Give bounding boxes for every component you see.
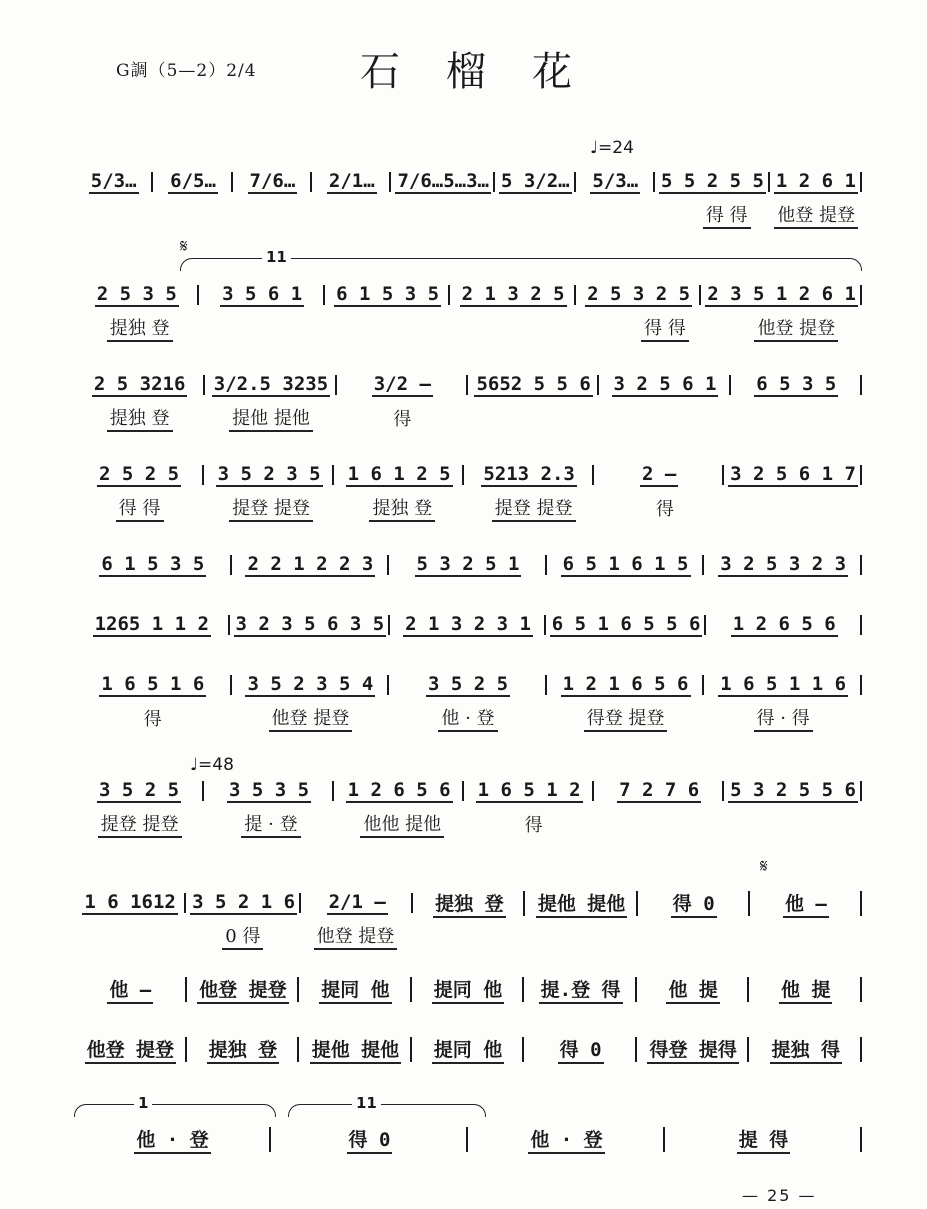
- note-group: 提同 他: [432, 975, 504, 1004]
- lyric-cell: [704, 704, 862, 732]
- note-group: 2 5 2 5: [98, 463, 180, 485]
- measure: [524, 1035, 637, 1064]
- note-group: 3 5 2 5: [427, 673, 509, 695]
- measure: [770, 170, 862, 194]
- measure: [547, 673, 705, 697]
- note-group: 3 2 5 6 1 7: [730, 463, 856, 485]
- lyric-text: 提登 提登: [492, 494, 576, 522]
- measure: [412, 1035, 525, 1064]
- measure: [312, 170, 391, 194]
- notes-line: [74, 886, 862, 920]
- measure: [412, 975, 525, 1004]
- lyric-text: 提独 登: [107, 314, 173, 342]
- lyric-text: 得: [524, 815, 543, 836]
- segno-icon: 𝄋: [760, 856, 768, 877]
- measure: [468, 1125, 665, 1154]
- note-group: 5 3 2 5 1: [416, 553, 520, 575]
- notes-line: [74, 368, 862, 402]
- measure: [187, 1035, 300, 1064]
- note-group: 2 —: [641, 463, 677, 485]
- note-group: 7/6…: [249, 170, 296, 192]
- note-group: 2/1…: [328, 170, 375, 192]
- measure: [524, 975, 637, 1004]
- note-group: 5/3…: [90, 170, 137, 192]
- note-group: 2 5 3 2 5: [587, 283, 691, 305]
- note-group: 他 提: [779, 975, 832, 1004]
- lyric-text: 提独 登: [107, 404, 173, 432]
- lyric-text: 他他 提他: [360, 810, 444, 838]
- notes-line: [74, 774, 862, 808]
- lyric-cell: [205, 404, 336, 432]
- page-number: — 25 —: [742, 1186, 817, 1205]
- note-group: 2 5 3216: [93, 373, 186, 395]
- lyric-text: 得 · 得: [754, 704, 813, 732]
- key-signature: G調（5—2）2/4: [116, 61, 257, 81]
- note-group: 6 5 1 6 5 5 6: [551, 613, 701, 635]
- note-group: 提独 登: [433, 889, 505, 918]
- measure: [299, 975, 412, 1004]
- note-group: 2/1 —: [328, 891, 386, 913]
- lyric-text: 得: [143, 709, 162, 730]
- lyric-cell: [337, 405, 468, 431]
- lyric-cell: [468, 494, 599, 522]
- measure: [74, 373, 205, 397]
- lyric-cell: [205, 494, 336, 522]
- tempo-mark-1: ♩=24: [590, 138, 634, 158]
- note-group: 2 1 3 2 3 1: [405, 613, 531, 635]
- note-group: 5/3…: [592, 170, 639, 192]
- measure: [74, 553, 232, 577]
- measure: [594, 779, 724, 803]
- measure: [74, 779, 204, 803]
- lyric-text: 他登 提登: [314, 922, 398, 950]
- lyric-text: 他 · 登: [438, 704, 497, 732]
- note-group: 提他 提他: [536, 889, 627, 918]
- note-group: 1 2 1 6 5 6: [562, 673, 689, 695]
- lyric-cell: [232, 704, 390, 732]
- lyric-cell: [74, 705, 232, 731]
- note-group: 提独 得: [770, 1035, 842, 1064]
- lyric-text: 得: [393, 409, 412, 430]
- measure: [389, 553, 547, 577]
- note-group: 提 得: [737, 1125, 790, 1154]
- note-group: 3 5 2 1 6: [192, 891, 296, 913]
- lyric-cell: [599, 314, 730, 342]
- measure: [750, 889, 862, 918]
- bracket-label: 11: [352, 1094, 381, 1112]
- note-group: 5652 5 5 6: [476, 373, 591, 395]
- lyric-cell: [468, 811, 599, 837]
- notes-line: [74, 972, 862, 1006]
- measure: [204, 779, 334, 803]
- lyric-cell: [74, 404, 205, 432]
- lyric-text: 提独 登: [369, 494, 435, 522]
- notes-line: [74, 548, 862, 582]
- measure: [525, 889, 637, 918]
- note-group: 6/5…: [170, 170, 216, 192]
- lyric-cell: [770, 201, 862, 229]
- note-group: 他登 提登: [85, 1035, 176, 1064]
- lyric-text: 得登 提登: [584, 704, 668, 732]
- lyric-cell: [187, 922, 300, 950]
- note-group: 提.登 得: [539, 975, 623, 1004]
- measure: [468, 373, 599, 397]
- lyric-text: 得: [655, 499, 674, 520]
- measure: [74, 613, 230, 637]
- measure: [665, 1125, 862, 1154]
- measure: [74, 283, 199, 307]
- note-group: 6 5 1 6 1 5: [562, 553, 689, 575]
- note-group: 7 2 7 6: [619, 779, 700, 801]
- measure: [599, 373, 730, 397]
- lyric-text: 0 得: [222, 922, 263, 950]
- note-group: 提同 他: [319, 975, 391, 1004]
- lyric-cell: [74, 810, 205, 838]
- measure: [204, 463, 334, 487]
- measure: [391, 170, 495, 194]
- note-group: 他 —: [783, 889, 829, 918]
- measure: [187, 975, 300, 1004]
- notes-line: [74, 1032, 862, 1066]
- measure: [232, 553, 390, 577]
- measure: [576, 170, 655, 194]
- note-group: 1 6 1 2 5: [347, 463, 451, 485]
- note-group: 提他 提他: [310, 1035, 401, 1064]
- note-group: 1265 1 1 2: [94, 613, 209, 635]
- measure: [233, 170, 312, 194]
- lyric-cell: [74, 494, 205, 522]
- note-group: 5213 2.3: [483, 463, 575, 485]
- note-group: 1 6 1612: [84, 891, 176, 913]
- lyric-cell: [683, 201, 770, 229]
- note-group: 5 3/2…: [500, 170, 570, 192]
- measure: [389, 673, 547, 697]
- measure: [655, 170, 770, 194]
- measure: [74, 673, 232, 697]
- note-group: 3 2 5 3 2 3: [720, 553, 847, 575]
- note-group: 1 2 6 1: [775, 170, 856, 192]
- measure: [749, 1035, 862, 1064]
- measure: [153, 170, 232, 194]
- note-group: 他 —: [107, 975, 153, 1004]
- note-group: 1 2 6 5 6: [347, 779, 451, 801]
- measure: [704, 553, 862, 577]
- measure: [186, 891, 301, 915]
- lyrics-line: [74, 314, 862, 342]
- lyric-cell: [547, 704, 705, 732]
- note-group: 他 · 登: [134, 1125, 210, 1154]
- measure: [74, 463, 204, 487]
- measure: [547, 553, 705, 577]
- measure: [74, 170, 153, 194]
- note-group: 5 5 2 5 5: [660, 170, 764, 192]
- measure: [325, 283, 450, 307]
- lyrics-line: [74, 1068, 862, 1096]
- lyric-text: 得 得: [703, 201, 751, 229]
- measure: [731, 373, 862, 397]
- lyrics-line: [74, 810, 862, 838]
- note-group: 3 5 2 5: [98, 779, 180, 801]
- measure: [724, 779, 862, 803]
- note-group: 2 5 3 5: [96, 283, 177, 305]
- note-group: 他 · 登: [528, 1125, 604, 1154]
- lyric-cell: [205, 810, 336, 838]
- page-title: 石榴花: [360, 49, 618, 95]
- lyric-cell: [337, 494, 468, 522]
- measure: [450, 283, 575, 307]
- measure: [749, 975, 862, 1004]
- lyric-text: 得 得: [641, 314, 689, 342]
- lyric-cell: [299, 922, 412, 950]
- note-group: 1 2 6 5 6: [732, 613, 836, 635]
- bracket-label: 1: [134, 1094, 152, 1112]
- lyric-text: 得 得: [116, 494, 164, 522]
- measure: [271, 1125, 468, 1154]
- lyrics-line: [74, 201, 862, 229]
- note-group: 2 3 5 1 2 6 1: [707, 283, 856, 305]
- lyric-text: 他登 提登: [754, 314, 838, 342]
- lyric-text: 提他 提他: [229, 404, 313, 432]
- note-group: 得登 提得: [647, 1035, 738, 1064]
- note-group: 6 1 5 3 5: [336, 283, 440, 305]
- lyric-text: 他登 提登: [774, 201, 858, 229]
- tempo-mark-2: ♩=48: [190, 755, 234, 775]
- note-group: 3 5 6 1: [222, 283, 303, 305]
- lyrics-line: [74, 922, 862, 950]
- notes-line: [74, 458, 862, 492]
- note-group: 2 1 3 2 5: [461, 283, 565, 305]
- note-group: 得 0: [347, 1125, 393, 1154]
- note-group: 3 5 3 5: [229, 779, 310, 801]
- measure: [637, 975, 750, 1004]
- measure: [594, 463, 724, 487]
- measure: [230, 613, 391, 637]
- measure: [199, 283, 324, 307]
- measure: [464, 463, 594, 487]
- note-group: 得 0: [558, 1035, 604, 1064]
- measure: [413, 889, 525, 918]
- measure: [390, 613, 546, 637]
- measure: [74, 1035, 187, 1064]
- measure: [704, 673, 862, 697]
- measure: [334, 779, 464, 803]
- note-group: 1 6 5 1 1 6: [720, 673, 847, 695]
- note-group: 7/6…5…3…: [397, 170, 489, 192]
- ending-bracket-11: [288, 1104, 486, 1117]
- notes-line: [74, 165, 862, 199]
- note-group: 提同 他: [432, 1035, 504, 1064]
- note-group: 3/2.5 3235: [213, 373, 329, 395]
- lyric-cell: [731, 314, 862, 342]
- notes-line: [74, 1122, 862, 1156]
- measure: [301, 891, 413, 915]
- measure: [706, 613, 862, 637]
- measure: [701, 283, 862, 307]
- note-group: 1 6 5 1 2: [477, 779, 581, 801]
- lyric-text: 提登 提登: [229, 494, 313, 522]
- note-group: 6 1 5 3 5: [101, 553, 205, 575]
- lyric-cell: [74, 314, 205, 342]
- lyric-cell: [337, 810, 468, 838]
- lyric-text: 他登 提登: [269, 704, 353, 732]
- segno-icon: 𝄋: [180, 236, 188, 257]
- notes-line: [74, 608, 862, 642]
- measure: [74, 1125, 271, 1154]
- note-group: 6 5 3 5: [756, 373, 837, 395]
- measure: [299, 1035, 412, 1064]
- measure: [337, 373, 468, 397]
- note-group: 3 2 3 5 6 3 5: [235, 613, 385, 635]
- note-group: 5 3 2 5 5 6: [730, 779, 856, 801]
- note-group: 3 2 5 6 1: [613, 373, 717, 395]
- note-group: 3/2 —: [373, 373, 431, 395]
- measure: [576, 283, 701, 307]
- note-group: 2 2 1 2 2 3: [247, 553, 374, 575]
- note-group: 1 6 5 1 6: [101, 673, 205, 695]
- lyrics-line: [74, 704, 862, 732]
- lyric-cell: [599, 495, 730, 521]
- measure: [205, 373, 336, 397]
- notes-line: [74, 278, 862, 312]
- measure: [464, 779, 594, 803]
- measure: [74, 975, 187, 1004]
- note-group: 他 提: [666, 975, 719, 1004]
- measure: [232, 673, 390, 697]
- note-group: 3 5 2 3 5: [217, 463, 321, 485]
- note-group: 他登 提登: [197, 975, 288, 1004]
- measure: [74, 891, 186, 915]
- measure: [637, 1035, 750, 1064]
- bracket-label: 11: [262, 248, 291, 266]
- lyrics-line: [74, 404, 862, 432]
- measure: [495, 170, 576, 194]
- measure: [334, 463, 464, 487]
- lyrics-line: [74, 494, 862, 522]
- lyrics-line: [74, 1158, 862, 1186]
- measure: [638, 889, 750, 918]
- ending-bracket-1: [74, 1104, 276, 1117]
- notes-line: [74, 668, 862, 702]
- measure: [546, 613, 707, 637]
- lyric-cell: [389, 704, 547, 732]
- lyric-text: 提 · 登: [241, 810, 300, 838]
- note-group: 得 0: [671, 889, 717, 918]
- measure: [724, 463, 862, 487]
- note-group: 3 5 2 3 5 4: [247, 673, 374, 695]
- note-group: 提独 登: [207, 1035, 279, 1064]
- lyric-text: 提登 提登: [98, 810, 182, 838]
